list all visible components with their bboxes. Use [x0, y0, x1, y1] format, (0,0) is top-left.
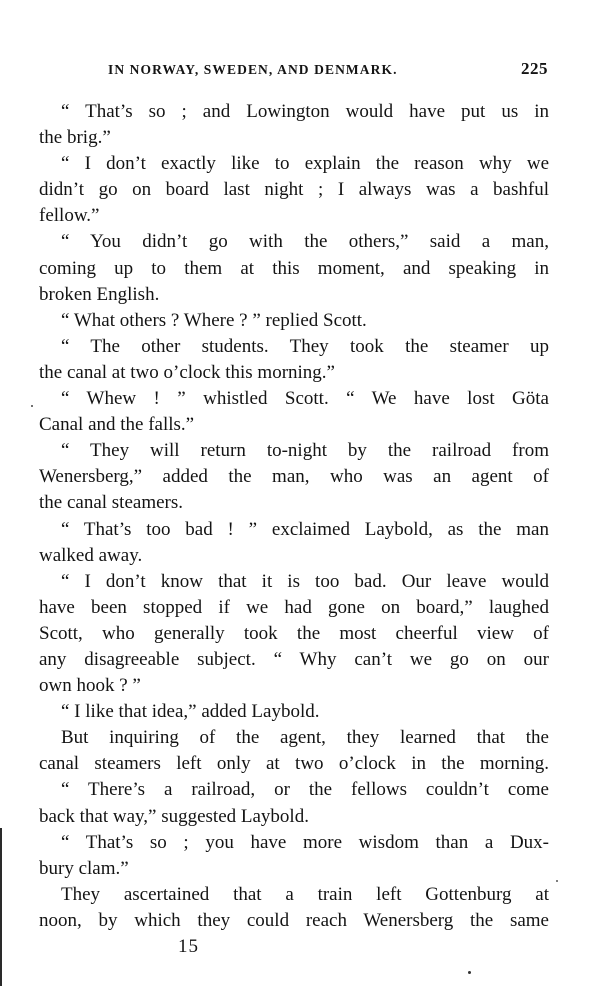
- text-line: “ There’s a railroad, or the fellows couldn’t come: [61, 779, 549, 801]
- text-line: have been stopped if we had gone on board,” laughed: [39, 596, 549, 618]
- text-line: But inquiring of the agent, they learned that the: [61, 727, 549, 749]
- text-line: Wenersberg,” added the man, who was an agent of: [39, 466, 549, 488]
- text-line: the brig.”: [39, 127, 111, 149]
- text-line: “ That’s too bad ! ” exclaimed Laybold, as the man: [61, 518, 549, 540]
- signature-mark: 15: [178, 936, 199, 957]
- ink-speck: [556, 880, 558, 882]
- text-line: “ I like that idea,” added Laybold.: [61, 701, 320, 723]
- text-line: bury clam.”: [39, 857, 129, 879]
- text-line: Canal and the falls.”: [39, 414, 195, 436]
- text-line: “ You didn’t go with the others,” said a man,: [61, 231, 549, 253]
- text-line: walked away.: [39, 544, 143, 566]
- text-line: own hook ? ”: [39, 675, 141, 697]
- text-line: “ I don’t exactly like to explain the reason why we: [61, 153, 549, 175]
- text-line: “ They will return to-night by the railroad from: [61, 440, 549, 462]
- text-line: “ The other students. They took the steamer up: [61, 335, 549, 357]
- text-line: broken English.: [39, 283, 160, 305]
- text-line: any disagreeable subject. “ Why can’t we go on our: [39, 648, 549, 670]
- text-line: the canal at two o’clock this morning.”: [39, 361, 335, 383]
- text-line: the canal steamers.: [39, 492, 184, 514]
- text-line: “ That’s so ; and Lowington would have put us in: [61, 101, 549, 122]
- text-line: didn’t go on board last night ; I always was a bashful: [39, 179, 549, 201]
- body-text: [39, 99, 549, 934]
- page-number: 225: [521, 59, 548, 78]
- text-line: Scott, who generally took the most cheerful view of: [39, 622, 549, 644]
- ink-speck: [468, 971, 471, 974]
- page-edge-shadow: [0, 828, 2, 986]
- running-head: [108, 60, 548, 84]
- text-line: coming up to them at this moment, and speaking in: [39, 257, 549, 279]
- text-line: “ That’s so ; you have more wisdom than a Dux-: [61, 831, 549, 853]
- text-line: They ascertained that a train left Gottenburg at: [61, 883, 549, 905]
- ink-speck: [31, 405, 33, 407]
- text-line: “ What others ? Where ? ” replied Scott.: [61, 309, 367, 331]
- text-line: noon, by which they could reach Wenersberg the same: [39, 909, 549, 931]
- text-line: “ Whew ! ” whistled Scott. “ We have lost Göta: [61, 388, 549, 410]
- running-title: IN NORWAY, SWEDEN, AND DENMARK.: [108, 62, 398, 77]
- text-line: back that way,” suggested Laybold.: [39, 805, 309, 827]
- text-line: canal steamers left only at two o’clock in the morning.: [39, 753, 549, 775]
- text-line: fellow.”: [39, 205, 100, 227]
- text-line: “ I don’t know that it is too bad. Our leave would: [61, 570, 549, 592]
